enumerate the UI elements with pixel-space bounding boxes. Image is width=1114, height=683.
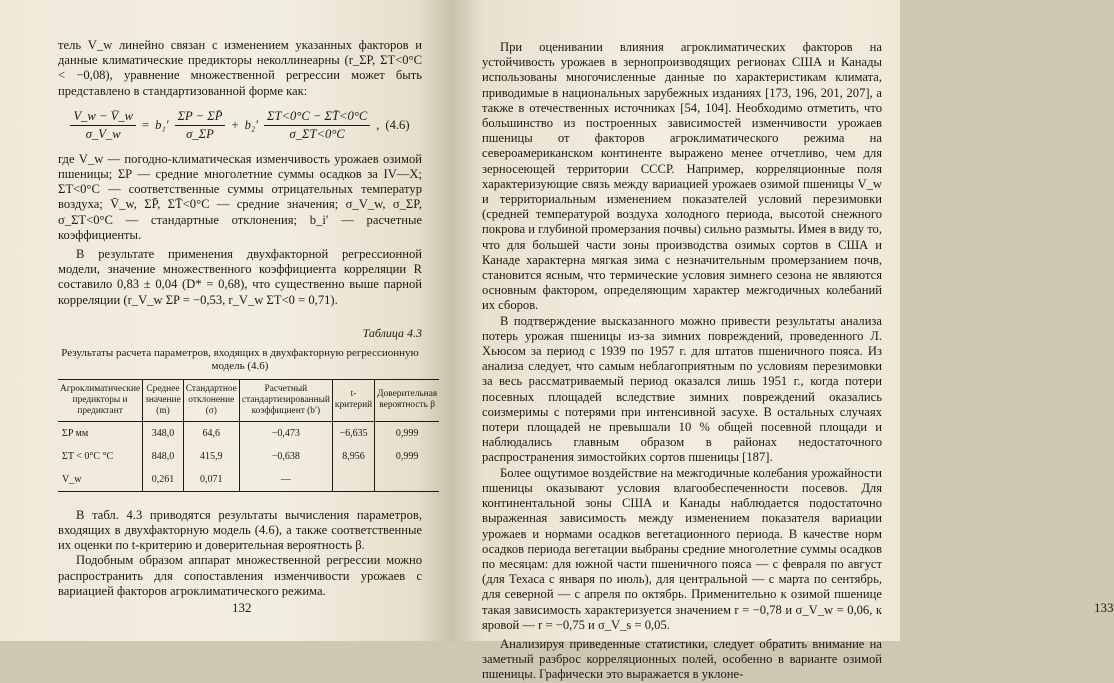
table-caption: Результаты расчета параметров, входящих в двухфакторную регрессионную модель (4.6): [61, 346, 419, 372]
table-number: Таблица 4.3: [362, 325, 422, 340]
table-row: [58, 468, 439, 492]
table-cell: [375, 468, 440, 492]
right-paragraph-4: Анализируя приведенные статистики, следует обратить внимание на заметный разброс корреляционных полей, особенно в варианте озимой пшеницы. Графически это выражается в уклоне-: [482, 636, 882, 682]
page-number-right: 133: [1094, 600, 1114, 615]
right-page: [452, 0, 1114, 682]
table-cell: 0,261: [143, 468, 184, 492]
formula-mid: [175, 109, 226, 142]
table-header: t-критерий: [332, 379, 374, 421]
left-paragraph-3: В результате применения двухфакторной регрессионной модели, значение множественного коэффициента корреляции R составило 0,83 ± 0,04 (D* = 0,68), что существенно выше парной корреляции (r_V_w ΣP = −0,53, r_V_w ΣT<0 = 0,71).: [58, 247, 422, 307]
formula-number: (4.6): [385, 117, 410, 132]
table-cell: 8,956: [332, 445, 374, 468]
formula-lhs: [70, 109, 136, 142]
left-paragraph-2: где V_w — погодно-климатическая изменчивость урожаев озимой пшеницы; ΣP — средние многолетние суммы осадков за IV—X; ΣT<0°C — соответственные суммы отрицательных температур воздуха; V̄_w, ΣP̄, ΣT̄<0°C — средние значения; σ_V_w, σ_ΣP, σ_ΣT<0°C — стандартные отклонения; b_i′ — расчетные коэффициенты.: [58, 151, 422, 242]
table-header: Расчетный стандартизированный коэффициент (b′): [239, 379, 332, 421]
table-cell: −6,635: [332, 421, 374, 445]
left-paragraph-1: тель V_w линейно связан с изменением указанных факторов и данные климатические предикторы неколлинеарны (r_ΣP, ΣT<0°C < −0,08), уравнение множественной регрессии может быть представлено в стандартизованной форме как:: [58, 38, 422, 98]
right-paragraph-2: В подтверждение высказанного можно привести результаты анализа потерь урожая пшеницы из-за зимних повреждений, проведенного Л. Хьюсом за период с 1939 по 1957 г. для штатов пшеничного пояса. Из анализа следует, что самым неблагоприятным по условиям перезимовки за весь рассматриваемый период оказался лишь 1951 г., когда потери посевных площадей вследствие зимних повреждений оказались соизмеримы с потерями при интенсивной засухе. В остальных случаях потери площадей не превышали 10 % общей посевной площади и наблюдались главным образом в районах недостаточного распространения зимостойких сортов пшеницы [187].: [482, 313, 882, 465]
formula-rhs-numerator: ΣT<0°C − ΣT̄<0°C: [264, 109, 370, 126]
table-cell: 64,6: [183, 421, 239, 445]
right-paragraph-1: При оценивании влияния агроклиматических факторов на устойчивость урожаев в зернопроизводящих регионах США и Канады использованы многочисленные данные по характеристикам климата, приводимые в национальных зарубежных изданиях [173, 196, 201, 207], а также в отечественных источниках [54, 104]. Необходимо отметить, что большинство из построенных зависимостей изменчивости урожаев пшеницы от факторов агроклиматического режима на североамериканском континенте выражено менее отчетливо, чем для зерносеющей территории СССР. Например, корреляционные поля характеризующие связь между вариацией урожаев озимой пшеницы V_w и территориальным изменением показателей условий перезимовки (средней температурой воздуха холодного периода, высотой снежного покрова и глубиной промерзания почвы) сильно размыты. Имея в виду то, что для большей части зоны производства озимых сортов в США и Канаде характерна мягкая зима с незначительным промерзанием почв, становится ясным, что термические условия зимнего сезона не являются основным фактором, определяющим характер межгодичных колебаний их сборов.: [482, 40, 882, 313]
formula-rhs: [264, 109, 370, 142]
table-header: Доверительная вероятность β: [375, 379, 440, 421]
table-header-row: [58, 379, 439, 421]
formula-b2: b₂′: [244, 117, 259, 132]
formula-plus: +: [231, 117, 239, 132]
table-header: Среднее значение (m): [143, 379, 184, 421]
table-header: Агроклиматические предикторы и предиктант: [58, 379, 143, 421]
left-page: [0, 0, 452, 641]
formula-equals: =: [142, 117, 150, 132]
table-cell: −0,473: [239, 421, 332, 445]
left-paragraph-4: В табл. 4.3 приводятся результаты вычисления параметров, входящих в двухфакторную модель (4.6), а также соответственные их оценки по t-критерию и доверительная вероятность β.: [58, 507, 422, 553]
formula-b1: b₁′: [155, 117, 169, 132]
table-cell: 848,0: [143, 445, 184, 468]
formula-mid-numerator: ΣP − ΣP̄: [175, 109, 226, 126]
table-cell: —: [239, 468, 332, 492]
formula-mid-denominator: σ_ΣP: [186, 126, 214, 141]
results-table: [58, 379, 439, 492]
table-cell: 0,071: [183, 468, 239, 492]
formula-comma: ,: [376, 117, 380, 132]
formula-lhs-denominator: σ_V_w: [85, 126, 121, 141]
table-cell: 348,0: [143, 421, 184, 445]
table-row: [58, 421, 439, 445]
table-cell: ΣT < 0°C °C: [58, 445, 143, 468]
page-number-left: 132: [232, 600, 252, 615]
table-header: Стандартное отклонение (σ): [183, 379, 239, 421]
formula-rhs-denominator: σ_ΣT<0°C: [289, 126, 345, 141]
right-paragraph-3: Более ощутимое воздействие на межгодичные колебания урожайности пшеницы оказывают условия влагообеспеченности посевов. Для континентальной зоны США и Канады наблюдается подостаточно выраженная зависимость между изменением показателя вариации урожаев и нормами осадков вегетационного периода. В качестве норм осадков периода вегетации выбраны средние многолетние суммы осадков по месяцам: для южной части пшеничного пояса — с февраля по август (для Техаса с января по июль), для центральной — с марта по сентябрь, для северной — с апреля по октябрь. Применительно к озимой пшенице такая зависимость характеризуется значением r = −0,78 и σ_V_w = 0,06, к яровой — r = −0,75 и σ_V_s = 0,05.: [482, 465, 882, 632]
table-cell: −0,638: [239, 445, 332, 468]
table-cell: V_w: [58, 468, 143, 492]
left-paragraph-5: Подобным образом аппарат множественной регрессии можно распространить для сопоставления изменчивости урожаев с вариацией факторов агроклиматического режима.: [58, 553, 422, 598]
regression-formula: [58, 109, 422, 142]
table-row: [58, 445, 439, 468]
table-cell: 415,9: [183, 445, 239, 468]
table-cell: 0,999: [395, 427, 419, 439]
table-cell: [332, 468, 374, 492]
table-cell: ΣP мм: [58, 421, 143, 445]
formula-lhs-numerator: V_w − V̄_w: [70, 109, 136, 126]
table-cell: 0,999: [395, 450, 419, 462]
